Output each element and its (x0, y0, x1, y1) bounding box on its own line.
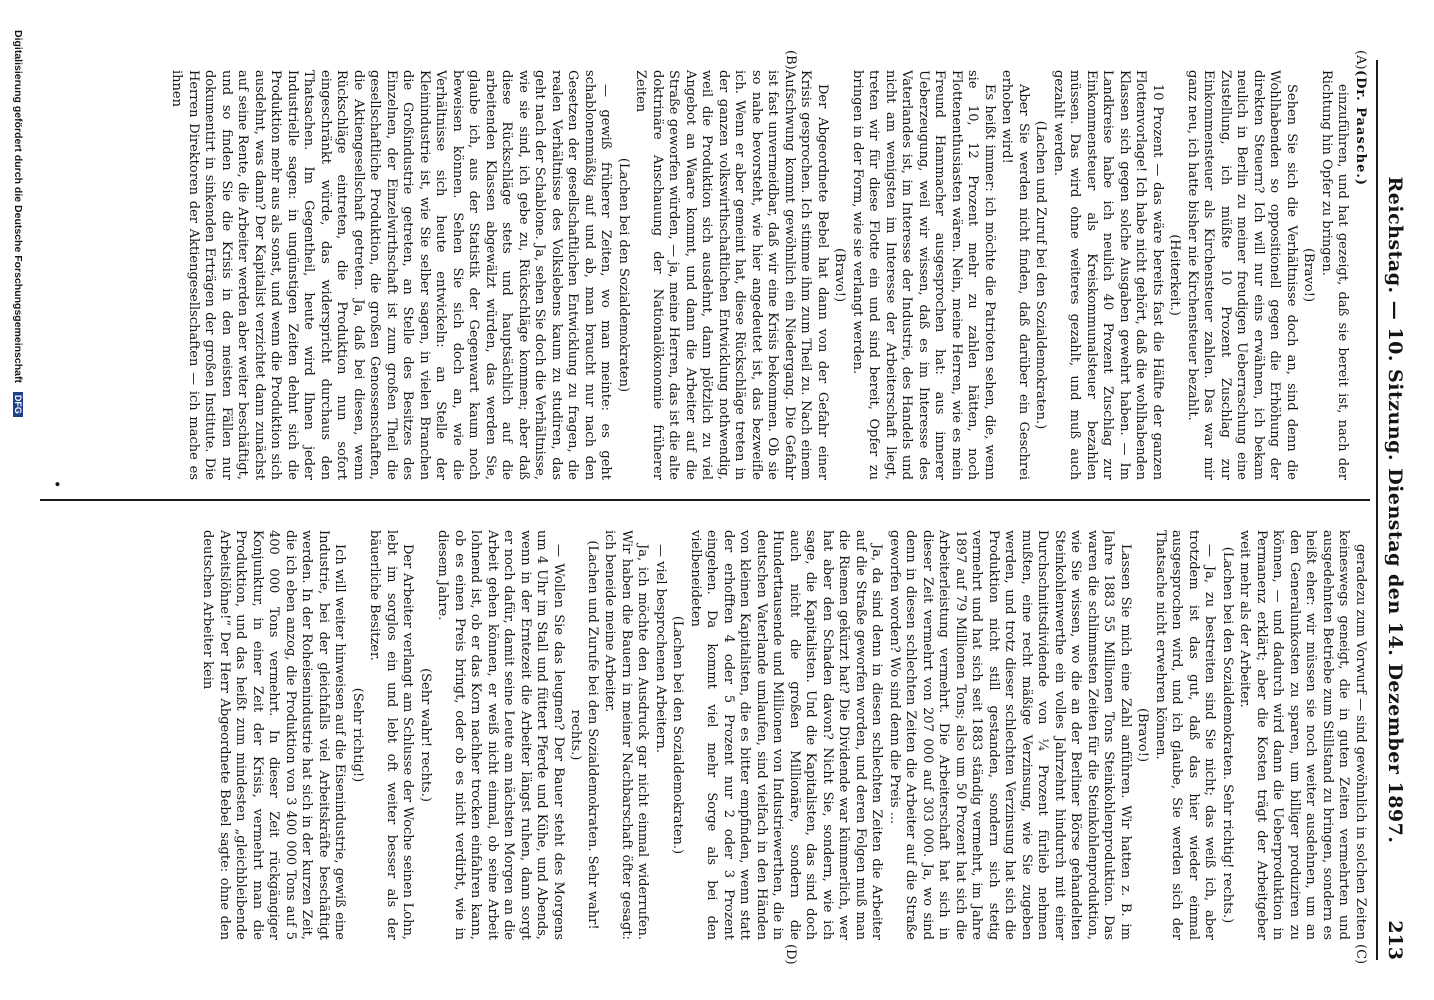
dfg-logo: DFG (13, 392, 23, 417)
column-divider (40, 499, 1370, 501)
interjection: (Lachen und Zuruf bei den Sozialdemokraten.) (1033, 120, 1049, 430)
paragraph: Sehen Sie sich die Verhältnisse doch an, sind denn die Wohlhabenden so oppositionell gegen die Erhöhung der direkten Steuern? Ich will nur eins erwähnen, ich bekam neulich in Berlin zu meiner freudigen Ueberraschung eine Zustellung, ich müßte 10 Prozent Zuschlag zur Einkommensteuer als Kirchensteuer zahlen. Das war mir ganz neu, ich hatte bisher nie Kirchensteuer bezahlt. (1185, 70, 1299, 480)
interjection: (Lachen und Zurufe bei den Sozialdemokraten. Sehr wahr! rechts.) (568, 540, 600, 930)
page-header (1376, 60, 1412, 960)
paragraph: — gewiß früherer Zeiten, wo man meinte: es geht schablonenmäßig auf und ab, man braucht nur nach den Gesetzen der gesellschaftlichen Entwicklung zu fragen, die realen Verhältnisse des Volkslebens kaum zu studiren, das geht nach der Schablone. Ja, sehen Sie doch die Verhältnisse, wie sie sind, ich gebe zu, Rückschläge kommen; aber daß diese Rückschläge stets und hauptsächlich auf die arbeitenden Klassen abgewälzt würden, das werden Sie, glaube ich, aus der Statistik der Gegenwart kaum noch beweisen können. Sehen Sie sich doch an, wie die Verhältnisse sich heute entwickeln: an Stelle der Kleinindustrie ist, wie Sie selber sagen, in vielen Branchen die Großindustrie getreten, an Stelle des Besitzes des Einzelnen, der Einzelwirthschaft ist zum großen Theil die gesellschaftliche Produktion, die großen Genossenschaften, die Aktiengesellschaft getreten. Ja, daß bei diesen, wenn Rückschläge eintreten, die Produktion nun sofort eingeschränkt würde, das widerspricht durchaus den Thatsachen. Im Gegentheil, heute wird Ihnen jeder Industrielle sagen: in ungünstigen Zeiten dehnt sich die Produktion mehr aus als sonst, und wenn die Produktion sich ausdehnt, was dann? Der Kapitalist verzichtet dann zunächst auf seine Rente, die Arbeiter werden aber weiter beschäftigt, und so finden Sie die Krisis in den meisten Fällen nur dokumentirt in sinkenden Erträgen der großen Institute. Die Herren Direktoren der Aktiengesellschaften — ich mache es ihnen (169, 70, 614, 480)
interjection: (Heiterkeit.) (1167, 234, 1183, 316)
paragraph: 10 Prozent — das wäre bereits fast die Hälfte der ganzen Flottenvorlage! Ich habe nicht gehört, daß die wohlhabenden Klassen sich gegen solche Ausgaben gewehrt haben. — Im Landkreise habe ich neulich 40 Prozent Zuschlag zur Einkommensteuer als Kreiskommunalsteuer bezahlen müssen. Das wird ohne weiteres gezahlt, und muß auch gezahlt werden. (1051, 70, 1165, 480)
footer-credit: Digitalisierung gefördert durch die Deutsche Forschungsgemeinschaft (12, 30, 24, 383)
left-column (50, 70, 1368, 480)
interjection: (Lachen bei den Sozialdemokraten) (616, 157, 631, 393)
paragraph: — Wollen Sie das leugnen? Der Bauer steht des Morgens um 4 Uhr im Stall und füttert Pferde und Kühe, und Abends, wenn in der Erntezeit die Arbeiter längst ruhen, dann sorgt er noch dafür, damit seine Leute am nächsten Morgen an die Arbeit gehen können, er weiß nicht einmal, ob seine Arbeit lohnend ist, ob er das Korn nachher trocken einfahren kann, ob es einen Preis bringt, oder ob es nicht verdirbt, wie in diesem Jahre. (435, 530, 566, 940)
speaker-label: (Dr. Paasche.) (1353, 70, 1368, 187)
interjection: (Sehr wahr! rechts.) (418, 668, 433, 802)
paragraph: einzuführen, und hat gezeigt, daß sie bereit ist, nach der Richtung hin Opfer zu bringen. (1319, 70, 1351, 480)
digitization-footer (8, 30, 24, 960)
paragraph: geradezu zum Vorwurf — sind gewöhnlich in solchen Zeiten keineswegs geneigt, die in guten Zeiten vermehrten und ausgedehnten Betriebe zum Stillstand zu bringen, sondern es heißt eher: wir müssen sie noch weiter ausdehnen, um an den Generalunkosten zu sparen, um billiger produziren zu können, — und dadurch wird dann die Ueberproduktion in Permanenz erklärt; aber die Kosten trägt der Arbeitgeber weit mehr als der Arbeiter. (1237, 530, 1368, 940)
interjection: (Lachen bei den Sozialdemokraten. Sehr richtig! rechts.) (1220, 546, 1235, 924)
margin-marker-a: (A) (1353, 50, 1368, 70)
paragraph: Es heißt immer: ich möchte die Patrioten sehen, die, wenn sie 10, 12 Prozent mehr zu zahlen hätten, noch Flottenenthusiasten wären. Nein, meine Herren, wie es mein Freund Hammacher ausgesprochen hat: aus innerer Ueberzeugung, weil wir wissen, daß es im Interesse des Vaterlandes ist, im Interesse der Industrie, des Handels und nicht am wenigsten im Interesse der Arbeiterschaft liegt, treten wir für diese Flotte ein und sind bereit, Opfer zu bringen in der Form, wie sie verlangt werden. (850, 70, 997, 480)
interjection: (Bravo!) (1135, 707, 1151, 763)
paragraph: Lassen Sie mich eine Zahl anführen. Wir hatten z. B. im Jahre 1883 55 Millionen Tons Steinkohlenproduktion. Das waren die schlimmsten Zeiten für die Steinkohlenproduktion, wie Sie wissen, wo die an der Berliner Börse gehandelten Steinkohlenwerthe ein volles Jahrzehnt hindurch mit einer Durchschnittsdividende von ¼ Prozent fürlieb nehmen mußten, eine recht mäßige Verzinsung, wie Sie zugeben werden, und trotz dieser schlechten Verzinsung hat sich die Produktion nicht still gestanden, sondern sich stetig vermehrt und hat sich seit 1883 ständig vermehrt, im Jahre 1897 auf 79 Millionen Tons; also um 50 Prozent hat sich die Arbeiterleistung vermehrt. Die Arbeiterschaft hat sich in dieser Zeit vermehrt von 207 000 auf 303 000. Ja, wo sind denn in diesen schlechten Zeiten die Arbeiter auf die Straße geworfen worden? Wo sind denn die Preis ... (887, 530, 1133, 940)
interjection: (Lachen bei den Sozialdemokraten.) (670, 615, 686, 855)
interjection: (Sehr richtig!) (350, 687, 365, 783)
paragraph: Ja, da sind denn in diesen schlechten Zeiten die Arbeiter auf die Straße geworfen worden, und deren Folgen muß man die Riemen gekürzt hat? Die Dividende war kümmerlich, wer hat aber den Schaden davon? Nicht Sie, sondern, wie ich sage, die Kapitalisten. Und die Kapitalisten, das sind doch auch nicht die großen Millionäre, sondern die Hunderttausende und Millionen von Industriewerthen, die in deutschen Vaterlande umlaufen, sind vielfach in den Händen von kleinen Kapitalisten, die es bitter empfinden, wenn statt der erhofften 4 oder 5 Prozent nur 2 oder 3 Prozent eingehen. Da kommt viel mehr Sorge als bei den vielbeneideten (688, 530, 885, 940)
paragraph: Ich will weiter hinweisen auf die Eisenindustrie, gewiß eine Industrie, bei der gleichfalls viel Arbeitskräfte beschäftigt werden. In der Roheisenindustrie hat sich in der kurzen Zeit, die ich eben anzog, die Produktion von 3 400 000 Tons auf 5 400 000 Tons vermehrt. In dieser Zeit rückgängiger Konjunktur, in einer Zeit der Krisis, vermehrt man die Produktion, und das heißt zum mindesten „gleichbleibende Arbeitslöhne!“ Der Herr Abgeordnete Bebel sagte: ohne den deutschen Arbeiter kein (200, 530, 348, 940)
paragraph: — Ja, zu bestreiten sind Sie nicht; das weiß ich, aber trotzdem ist das gut, daß das hier wieder einmal ausgesprochen wird, und ich glaube, Sie werden sich der Thatsache nicht erwehren können. (1153, 530, 1218, 940)
paragraph: Der Arbeiter verlangt am Schlusse der Woche seinen Lohn, lebt im sorglos ein und lebt oft weiter besser als der bäuerliche Besitzer. (367, 530, 416, 940)
margin-marker-b: (B) (783, 50, 798, 70)
margin-marker-c: (C) (1353, 944, 1368, 965)
margin-marker-d: (D) (783, 944, 798, 965)
stray-mark: • (48, 480, 64, 489)
interjection: (Bravo!) (1301, 247, 1317, 303)
page-title: Reichstag. — 10. Sitzung. Dienstag den 14. Dezember 1897. (1384, 176, 1406, 844)
paragraph: — viel besprochenen Arbeitern. (653, 544, 668, 753)
paragraph: Der Abgeordnete Bebel hat dann von der Gefahr einer Krisis gesprochen. Ich stimme ihm zum Theil zu. Nach einem Aufschwung kommt gewöhnlich ein Niedergang. Die Gefahr ist fast unvermeidbar, daß wir eine Krisis bekommen. Ob sie so nahe bevorsteht, wie hier angedeutet ist, das bezweifle ich. Wenn er aber gemeint hat, diese Rückschläge treten in der ganzen volkswirthschaftlichen Entwicklung nothwendig, weil die Produktion sich ausdehnt, dann plötzlich zu viel Angebot an Waare kommt, und dann die Arbeiter auf die Straße geworfen würden, — ja, meine Herren, das ist die alte doktrinäre Anschauung der Nationalökonomie früherer Zeiten (633, 70, 830, 480)
interjection: (Bravo!) (832, 247, 848, 303)
paragraph: Ja, ich möchte den Ausdruck gar nicht einmal widerrufen. Wir haben die Bauern in meiner Nachbarschaft öfter gesagt: ich beneide meine Arbeiter. (602, 530, 651, 940)
right-column (50, 530, 1368, 940)
page-number: 213 (1384, 920, 1406, 960)
paragraph: Aber Sie werden nicht finden, daß darüber ein Geschrei erhoben wird! (999, 70, 1031, 480)
